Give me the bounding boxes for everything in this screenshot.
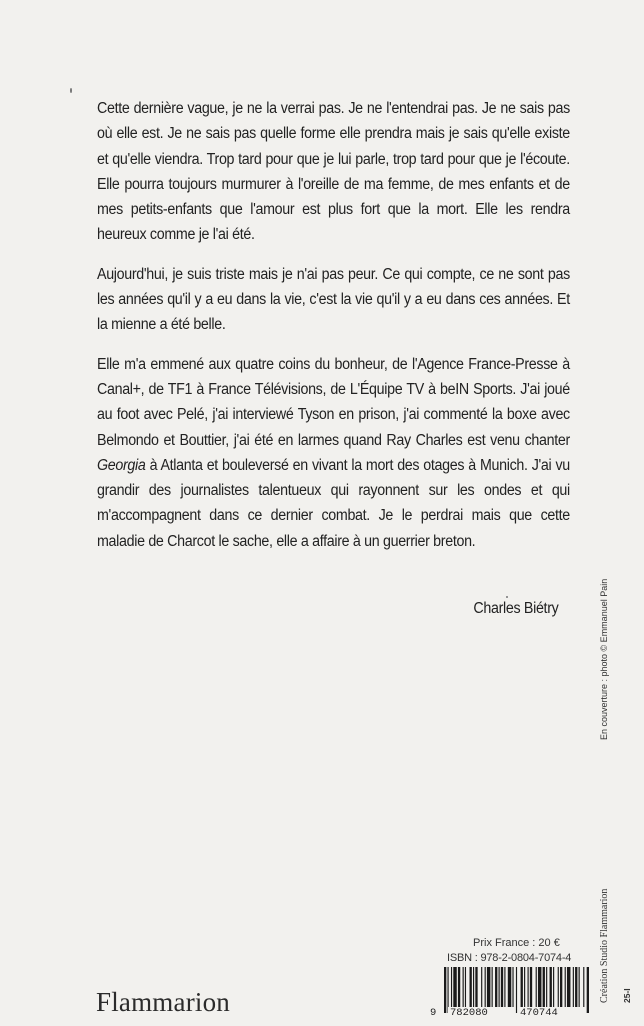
isbn-label: ISBN : 978-2-0804-7074-4: [447, 952, 572, 964]
blurb-paragraph-3: [97, 352, 570, 554]
barcode-bar: [565, 967, 566, 1007]
barcode-bar: [499, 967, 500, 1007]
barcode-bar: [579, 967, 580, 1007]
barcode-bar: [501, 967, 503, 1007]
barcode-bar: [521, 967, 523, 1007]
barcode-bar: [463, 967, 464, 1007]
blurb-text: [97, 96, 570, 568]
barcode-bar: [546, 967, 547, 1007]
barcode-bar: [524, 967, 525, 1007]
barcode-bar: [453, 967, 456, 1007]
barcode-block: [426, 937, 594, 1021]
barcode-bar: [543, 967, 545, 1007]
barcode-bar: [492, 967, 493, 1007]
barcode-bar: [485, 967, 486, 1007]
scan-speck: [506, 596, 508, 598]
barcode-bar: [475, 967, 477, 1007]
blurb-paragraph-2: Aujourd'hui, je suis triste mais je n'ai pas peur. Ce qui compte, ce ne sont pas les années qu'il y a eu dans la vie, c'est la vie qu'il y a eu dans ces années. Et la mienne a été belle.: [97, 265, 570, 334]
barcode-bar: [587, 967, 589, 1013]
paragraph-3-part-2: à Atlanta et bouleversé en vivant la mort des otages à Munich. J'ai vu grandir des journalistes talentueux qui rayonnent sur les ondes et qui m'accompagnent dans ce dernier combat. Je le perdrai mais que cette maladie de Charcot le sache, elle a affaire à un guerrier breton.: [97, 456, 570, 550]
print-code: 25-I: [622, 988, 632, 1003]
barcode-bar: [558, 967, 559, 1007]
scan-speck: [70, 88, 72, 93]
price-label: Prix France : 20 €: [473, 937, 560, 949]
barcode-bar: [528, 967, 529, 1007]
barcode-bar: [573, 967, 574, 1007]
barcode-left-digits: 782080: [450, 1007, 488, 1019]
design-credit: Création Studio Flammarion: [599, 888, 610, 1003]
barcode-bar: [465, 967, 466, 1007]
barcode-bar: [536, 967, 537, 1007]
barcode-bar: [560, 967, 562, 1007]
barcode-bar: [575, 967, 577, 1007]
barcode-bar: [481, 967, 482, 1007]
barcode-bar: [530, 967, 532, 1007]
barcode-bar: [550, 967, 552, 1007]
barcode-right-digits: 470744: [520, 1007, 558, 1019]
barcode-bar: [583, 967, 584, 1007]
barcode-bar: [487, 967, 490, 1007]
song-title: Georgia: [97, 456, 146, 474]
barcode-bar: [504, 967, 505, 1007]
cover-photo-credit: En couverture : photo © Emmanuel Pain: [599, 578, 609, 740]
barcode-bar: [473, 967, 474, 1007]
barcode-bar: [470, 967, 472, 1007]
publisher-logo-text: Flammarion: [96, 987, 230, 1017]
barcode-bar: [516, 967, 517, 1013]
barcode-bar: [458, 967, 460, 1007]
paragraph-3-part-1: Elle m'a emmené aux quatre coins du bonheur, de l'Agence France-Presse à Canal+, de TF1 à France Télévisions, de L'Équipe TV à beIN Sports. J'ai joué au foot avec Pelé, j'ai interviewé Tyson en prison, j'ai commenté la boxe avec Belmondo et Bouttier, j'ai été en larmes quand Ray Charles est venu chanter: [97, 355, 570, 449]
blurb-paragraph-1: Cette dernière vague, je ne la verrai pas. Je ne l'entendrai pas. Je ne sais pas où elle est. Je ne sais pas quelle forme elle prendra mais je sais qu'elle existe et qu'elle viendra. Trop tard pour que je lui parle, trop tard pour que je l'écoute. Elle pourra toujours murmurer à l'oreille de ma femme, de mes enfants et de mes petits-enfants que l'amour est plus fort que la mort. Elle les rendra heureux comme je l'ai été.: [97, 100, 570, 244]
barcode-bar: [444, 967, 446, 1013]
author-signature: Charles Biétry: [472, 600, 558, 617]
barcode-bar: [538, 967, 541, 1007]
barcode-bar: [553, 967, 554, 1007]
barcode-bar: [508, 967, 511, 1007]
barcode-bar: [495, 967, 497, 1007]
barcode-bar: [512, 967, 513, 1007]
barcode-first-digit: 9: [430, 1007, 437, 1019]
barcode-bar: [451, 967, 452, 1007]
barcode-bar: [567, 967, 570, 1007]
